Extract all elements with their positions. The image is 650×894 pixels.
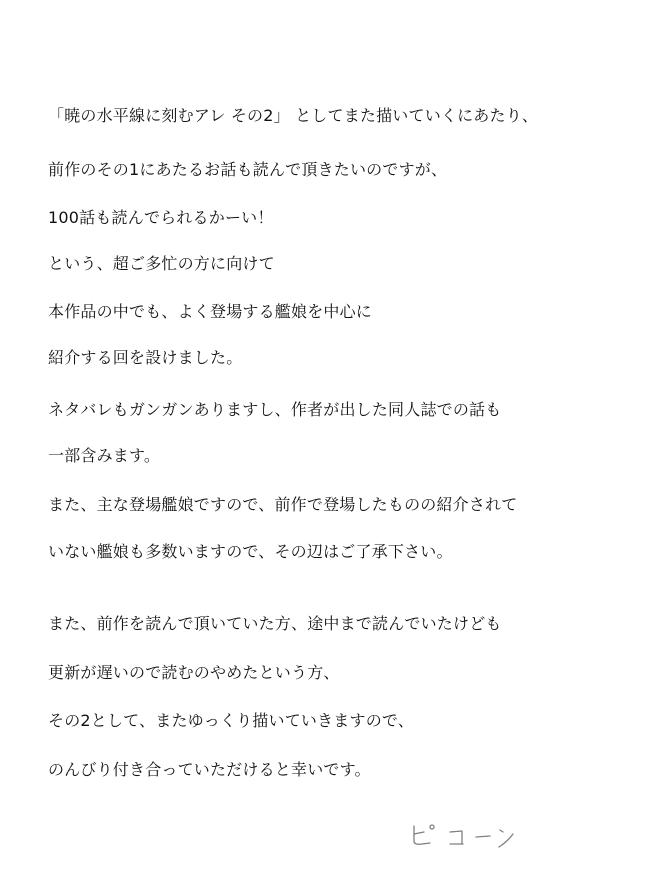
text-line-1: 「暁の水平線に刻むアレ その2」 としてまた描いていくにあたり、 <box>48 106 539 125</box>
text-line-6: 紹介する回を設けました。 <box>48 348 243 367</box>
handwritten-signature <box>410 820 520 864</box>
text-line-2: 前作のその1にあたるお話も読んで頂きたいのですが、 <box>48 160 448 179</box>
text-line-13: その2として、またゆっくり描いていきますので、 <box>48 711 414 730</box>
text-line-3: 100話も読んでられるかーい！ <box>48 208 274 227</box>
text-line-7: ネタバレもガンガンありますし、作者が出した同人誌での話も <box>48 400 502 419</box>
signature-drawing <box>410 820 520 860</box>
text-line-8: 一部含みます。 <box>48 446 161 465</box>
text-line-4: という、超ご多忙の方に向けて <box>48 254 275 273</box>
text-line-9: また、主な登場艦娘ですので、前作で登場したものの紹介されて <box>48 495 518 514</box>
text-line-5: 本作品の中でも、よく登場する艦娘を中心に <box>48 302 373 321</box>
text-line-12: 更新が遅いので読むのやめたという方、 <box>48 663 340 682</box>
text-line-10: いない艦娘も多数いますので、その辺はご了承下さい。 <box>48 542 453 561</box>
text-line-14: のんびり付き合っていただけると幸いです。 <box>48 760 371 779</box>
text-line-11: また、前作を読んで頂いていた方、途中まで読んでいたけども <box>48 614 502 633</box>
